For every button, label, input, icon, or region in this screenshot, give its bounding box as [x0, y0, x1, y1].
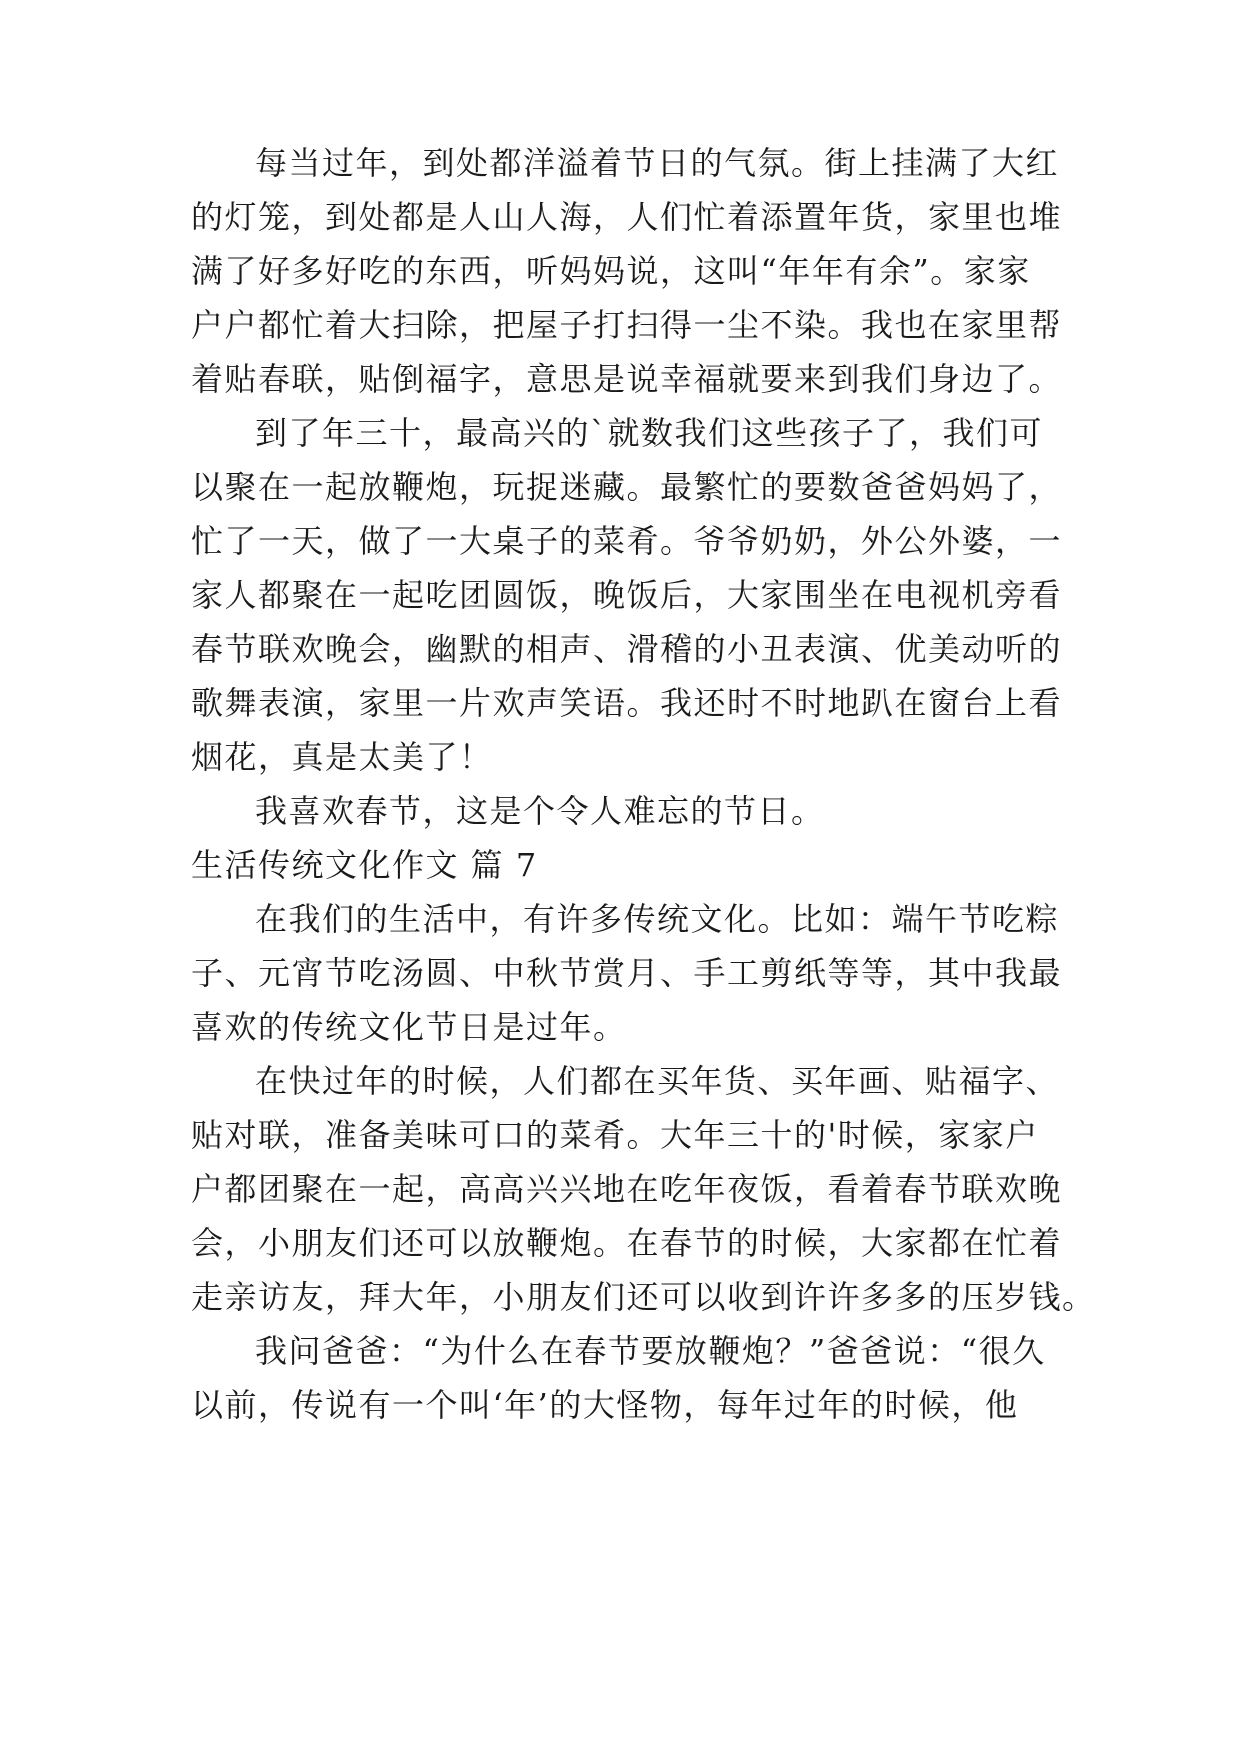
paragraph-line: 户都团聚在一起，高高兴兴地在吃年夜饭，看着春节联欢晚 [191, 1170, 1063, 1208]
paragraph-line: 在快过年的时候，人们都在买年货、买年画、贴福字、 [255, 1062, 1060, 1100]
paragraph-line: 着贴春联，贴倒福字，意思是说幸福就要来到我们身边了。 [191, 360, 1063, 398]
paragraph-line: 会，小朋友们还可以放鞭炮。在春节的时候，大家都在忙着 [191, 1224, 1063, 1262]
paragraph-line: 到了年三十，最高兴的`就数我们这些孩子了，我们可 [255, 414, 1044, 452]
paragraph-line: 走亲访友，拜大年，小朋友们还可以收到许许多多的压岁钱。 [191, 1278, 1096, 1316]
paragraph-line: 贴对联，准备美味可口的菜肴。大年三十的'时候，家家户 [191, 1116, 1039, 1154]
paragraph-line: 喜欢的传统文化节日是过年。 [191, 1008, 627, 1046]
paragraph-line: 烟花，真是太美了！ [191, 738, 493, 776]
paragraph-line: 以聚在一起放鞭炮，玩捉迷藏。最繁忙的要数爸爸妈妈了， [191, 468, 1063, 506]
paragraph-line: 我问爸爸：“为什么在春节要放鞭炮？”爸爸说：“很久 [255, 1332, 1046, 1370]
paragraph-line: 以前，传说有一个叫‘年’的大怪物，每年过年的时候，他 [191, 1386, 1019, 1424]
paragraph-line: 忙了一天，做了一大桌子的菜肴。爷爷奶奶，外公外婆，一 [191, 522, 1063, 560]
paragraph-line: 家人都聚在一起吃团圆饭，晚饭后，大家围坐在电视机旁看 [191, 576, 1063, 614]
section-heading: 生活传统文化作文 篇 7 [191, 846, 538, 884]
paragraph-line: 春节联欢晚会，幽默的相声、滑稽的小丑表演、优美动听的 [191, 630, 1063, 668]
paragraph-line: 在我们的生活中，有许多传统文化。比如：端午节吃粽 [255, 900, 1060, 938]
paragraph-line: 户户都忙着大扫除，把屋子打扫得一尘不染。我也在家里帮 [191, 306, 1063, 344]
paragraph-line: 满了好多好吃的东西，听妈妈说，这叫“年年有余”。家家 [191, 252, 1031, 290]
paragraph-line: 我喜欢春节，这是个令人难忘的节日。 [255, 792, 825, 830]
paragraph-line: 的灯笼，到处都是人山人海，人们忙着添置年货，家里也堆 [191, 198, 1063, 236]
paragraph-line: 每当过年，到处都洋溢着节日的气氛。街上挂满了大红 [255, 144, 1060, 182]
paragraph-line: 歌舞表演，家里一片欢声笑语。我还时不时地趴在窗台上看 [191, 684, 1063, 722]
paragraph-line: 子、元宵节吃汤圆、中秋节赏月、手工剪纸等等，其中我最 [191, 954, 1063, 992]
